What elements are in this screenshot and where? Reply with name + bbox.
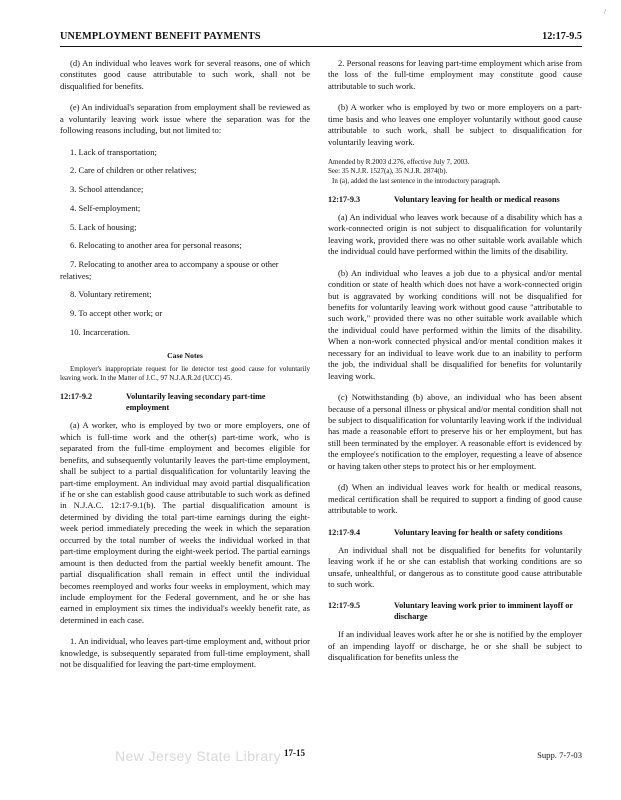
paragraph-9-2-a-1: 1. An individual, who leaves part-time employment and, without prior knowledge, is subsequently separated from full-time employment, shall not be disqualified for leaving the part-time employment. xyxy=(60,636,310,670)
header-section-number: 12:17-9.5 xyxy=(542,31,582,42)
section-title: Voluntary leaving work prior to imminent layoff or discharge xyxy=(394,601,573,622)
list-item: 2. Care of children or other relatives; xyxy=(70,165,197,176)
library-watermark: New Jersey State Library xyxy=(115,748,281,764)
section-number: 12:17-9.3 xyxy=(328,194,361,204)
page-number: 17-15 xyxy=(284,748,305,758)
paragraph-9-4: An individual shall not be disqualified for benefits for voluntarily leaving work if he or she can establish that working conditions are so unsafe, unhealthful, or dangerous as to constitute good cause attributable to such work. xyxy=(328,544,582,590)
page-footer xyxy=(60,748,582,778)
corner-mark: / xyxy=(604,8,606,16)
section-heading-9-3 xyxy=(328,194,582,205)
list-item: 6. Relocating to another area for personal reasons; xyxy=(70,240,242,251)
section-number: 12:17-9.5 xyxy=(328,601,361,611)
history-note xyxy=(328,158,582,186)
list-item: 5. Lack of housing; xyxy=(70,221,137,232)
header-title: UNEMPLOYMENT BENEFIT PAYMENTS xyxy=(60,31,261,42)
paragraph-d: (d) An individual who leaves work for several reasons, one of which constitutes good cause attributable to such work, shall not be disqualified for benefits. xyxy=(60,58,310,91)
in-a-note: In (a), added the last sentence in the introductory paragraph. xyxy=(332,176,501,185)
paragraph-9-2-a: (a) A worker, who is employed by two or more employers, one of which is full-time work and the other(s) part-time work, who is separated from the full-time employment and becomes eligible for benefits, and subsequently voluntarily leaves the part-time employment, shall be subject to a partial disqualification for voluntarily leaving the part-time employment. An individual may avoid partial disqualification if he or she can establish good cause attributable to such work as defined in N.J.A.C. 12:17-9.1(b). The partial disqualification amount is determined by dividing the total part-time earnings during the eight-week period immediately preceding the week in which the separation occurred by the total number of weeks the individual worked in that part-time employment during the eight-week period. The partial earnings amount is then deducted from the partial weekly benefit amount. The partial disqualification shall remain in effect until the individual becomes reemployed and works four weeks in employment, which may include employment for the Federal government, and he or she has earned in employment six times the individual's weekly benefit rate, as determined in each case. xyxy=(60,420,310,625)
paragraph-9-3-a: (a) An individual who leaves work because of a disability which has a work-connected origin is not subject to disqualification for voluntarily leaving work, provided there was no other suitable work available which the individual could have performed within the limits of the disability. xyxy=(328,211,582,257)
list-item: 4. Self-employment; xyxy=(70,202,141,213)
section-heading-9-2 xyxy=(60,391,310,413)
paragraph-9-3-c: (c) Notwithstanding (b) above, an individual who has been absent because of a personal illness or physical and/or mental condition shall not be subject to disqualification for voluntarily leaving work if the individual has made a reasonable effort to preserve his or her employment, but has still been terminated by the employer. A reasonable effort is evidenced by the employee's notification to the employer, requesting a leave of absence or having taken other steps to protect his or her employment. xyxy=(328,392,582,471)
list-item: 3. School attendance; xyxy=(70,184,144,195)
list-item: 7. Relocating to another area to accompany a spouse or other relatives; xyxy=(60,259,279,281)
section-title: Voluntary leaving for health or safety conditions xyxy=(394,527,563,537)
section-heading-9-5 xyxy=(328,600,582,622)
section-title: Voluntarily leaving secondary part-time employment xyxy=(126,392,266,413)
list-item: 9. To accept other work; or xyxy=(70,308,163,319)
amended-note: Amended by R.2003 d.276, effective July 7, 2003. xyxy=(328,158,470,167)
running-header xyxy=(60,28,582,47)
supplement-date: Supp. 7-7-03 xyxy=(537,750,582,760)
case-notes-title: Case Notes xyxy=(167,351,203,361)
list-item: 1. Lack of transportation; xyxy=(70,146,157,157)
paragraph-9-3-b: (b) An individual who leaves a job due to a physical and/or mental condition or state of health which does not have a work-connected origin but is aggravated by working conditions will not be disqualified for benefits for voluntarily leaving work without good cause "attributable to such work," provided there was no other suitable work available which the individual could have performed within the limits of the disability. When a non-work connected physical and/or mental condition makes it necessary for an individual to leave work due to an inability to perform the job, the individual shall be disqualified for benefits for voluntarily leaving work. xyxy=(328,267,582,381)
section-title: Voluntary leaving for health or medical reasons xyxy=(394,194,560,204)
paragraph-b: (b) A worker who is employed by two or more employers on a part-time basis and who leaves one employer voluntarily without good cause attributable to such work, shall be subject to disqualification for voluntarily leaving work. xyxy=(328,102,582,147)
paragraph-e: (e) An individual's separation from employment shall be reviewed as a voluntarily leaving work issue where the separation was for the following reasons including, but not limited to: xyxy=(60,102,310,136)
reasons-list xyxy=(60,147,310,339)
list-item: 8. Voluntary retirement; xyxy=(70,289,152,300)
paragraph-9-5: If an individual leaves work after he or she is notified by the employer of an impending layoff or discharge, he or she shall be subject to disqualification for benefits unless the xyxy=(328,629,582,663)
right-column xyxy=(328,58,582,674)
paragraph-9-3-d: (d) When an individual leaves work for health or medical reasons, medical certification shall be required to support a finding of good cause attributable to work. xyxy=(328,482,582,516)
section-number: 12:17-9.2 xyxy=(60,392,93,402)
left-column xyxy=(60,58,310,681)
see-note: See: 35 N.J.R. 1527(a), 35 N.J.R. 2874(b). xyxy=(328,167,448,176)
case-notes-text: Employer's inappropriate request for lie detector test good cause for voluntarily leaving work. In the Matter of J.C., 97 N.J.A.R.2d (UCC) 45. xyxy=(60,364,310,383)
section-heading-9-4 xyxy=(328,527,582,538)
section-number: 12:17-9.4 xyxy=(328,527,361,537)
paragraph-2: 2. Personal reasons for leaving part-time employment which arise from the loss of the full-time employment may constitute good cause attributable to such work. xyxy=(328,58,582,91)
list-item: 10. Incarceration. xyxy=(70,326,131,337)
